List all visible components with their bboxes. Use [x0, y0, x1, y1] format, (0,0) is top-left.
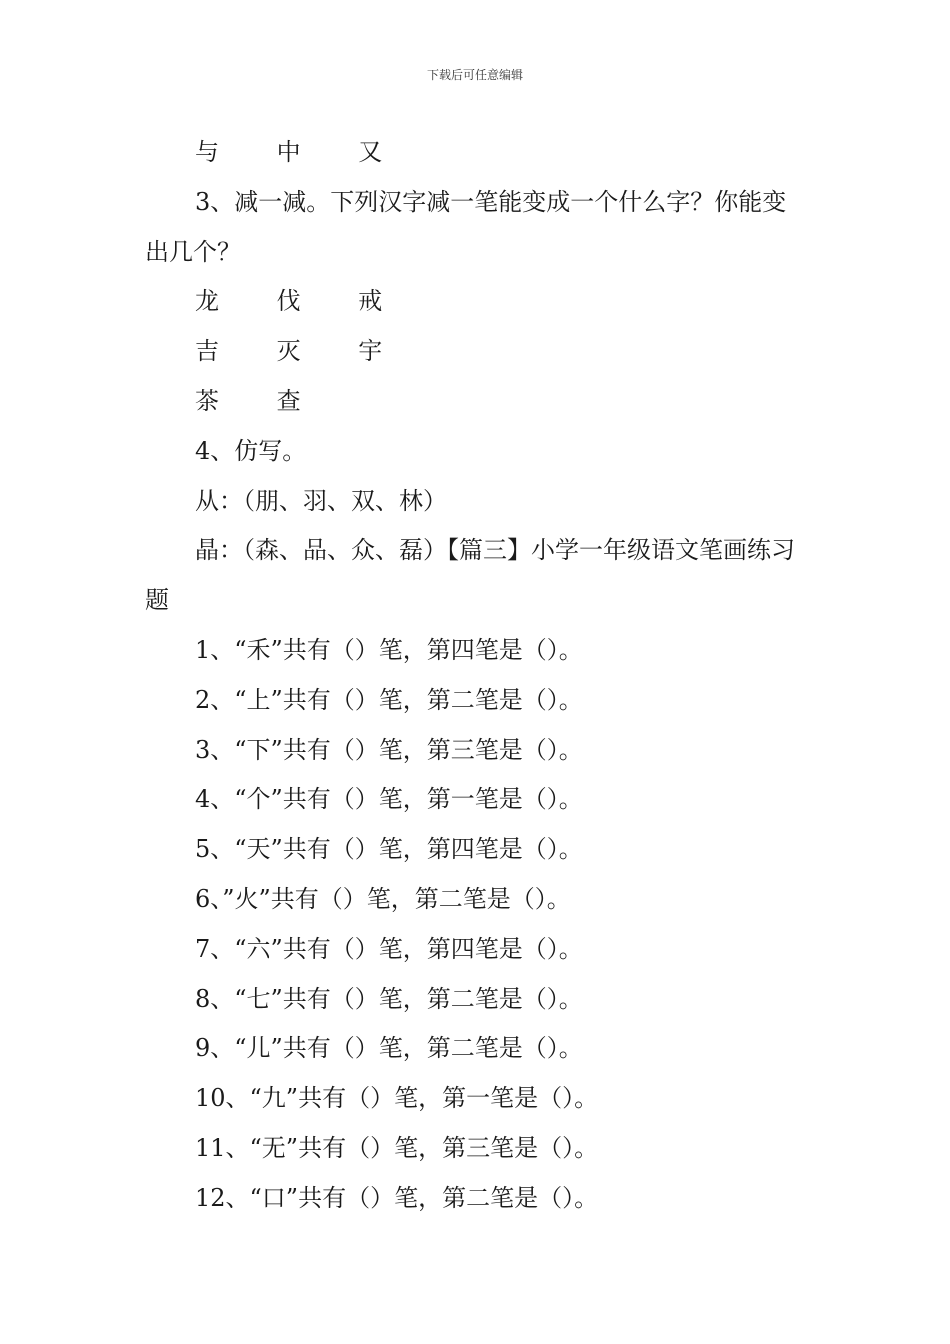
exercise-item: 8、“七”共有（）笔，第二笔是（）。 [195, 984, 583, 1013]
exercise-item: 9、“儿”共有（）笔，第二笔是（）。 [195, 1034, 583, 1063]
char: 中 [276, 138, 301, 166]
exercise-item: 10、“九”共有（）笔，第一笔是（）。 [195, 1084, 599, 1113]
exercise-item: 1、“禾”共有（）笔，第四笔是（）。 [195, 635, 583, 664]
char: 龙 [195, 287, 219, 316]
char: 查 [276, 386, 301, 415]
question-4-line-1: 从：（朋、羽、双、林） [195, 486, 447, 515]
char-row-2 [145, 277, 810, 327]
exercise-item: 4、“个”共有（）笔，第一笔是（）。 [195, 785, 583, 814]
char-row-1 [145, 128, 810, 178]
document-body [145, 128, 810, 1224]
page-header-note: 下载后可任意编辑 [426, 68, 523, 82]
char: 与 [195, 138, 219, 166]
char: 宇 [358, 337, 383, 366]
question-4-title: 4、仿写。 [195, 436, 307, 465]
char: 灭 [276, 337, 301, 366]
char: 戒 [358, 287, 383, 316]
exercise-item: 6、”火”共有（）笔，第二笔是（）。 [195, 884, 571, 913]
exercise-item: 5、“天”共有（）笔，第四笔是（）。 [195, 835, 583, 864]
char-row-3 [145, 327, 810, 377]
char: 吉 [195, 337, 219, 366]
question-4-line-2: 晶：（森、品、众、磊）【篇三】小学一年级语文笔画练习题 [145, 536, 795, 615]
exercise-item: 11、“无”共有（）笔，第三笔是（）。 [195, 1133, 599, 1162]
exercise-item: 7、“六”共有（）笔，第四笔是（）。 [195, 934, 583, 963]
exercise-item: 12、“口”共有（）笔，第二笔是（）。 [195, 1183, 599, 1212]
char: 茶 [195, 386, 219, 415]
char: 伐 [276, 287, 301, 316]
char: 又 [358, 138, 383, 166]
exercise-item: 3、“下”共有（）笔，第三笔是（）。 [195, 735, 583, 764]
exercise-item: 2、“上”共有（）笔，第二笔是（）。 [195, 685, 583, 714]
char-row-4 [145, 377, 810, 427]
question-3-title: 3、减一减。下列汉字减一笔能变成一个什么字？你能变出几个？ [145, 187, 787, 266]
